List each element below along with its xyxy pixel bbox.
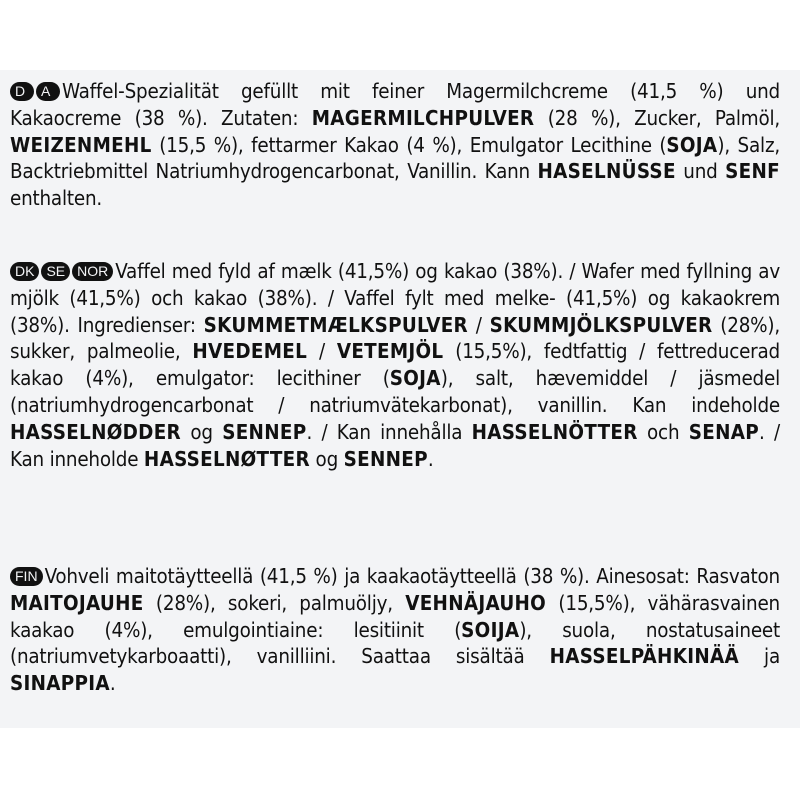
ingredient-text: . / Kan innehålla [306,419,472,444]
ingredient-text: . [109,671,116,696]
allergen-text: HVEDEMEL [192,339,308,364]
ingredient-text: enthalten. [10,186,103,211]
language-badge-dk: DK [10,262,39,281]
language-badge-d: D [10,82,34,101]
language-badge-a: A [36,82,60,101]
allergen-text: MAGERMILCHPULVER [311,105,535,130]
allergen-text: SOIJA [461,617,520,642]
allergen-text: SENF [725,159,780,184]
allergen-text: SINAPPIA [10,671,110,696]
ingredients-section-german [10,78,780,212]
ingredient-text: und [675,159,726,184]
ingredient-text: . / Kan inneholde [10,419,781,471]
ingredients-section-finnish [10,563,780,697]
ingredient-text: (28%), sukker, palmeolie, [10,312,781,364]
allergen-text: HASSELNØTTER [143,446,310,471]
allergen-text: WEIZENMEHL [10,132,152,157]
ingredient-text: ), salt, hævemiddel / jäsmedel (natriumhydrogencarbonat / natriumvätekarbonat), vanillin. Kan indeholde [10,366,780,417]
language-badge-nor: NOR [72,262,113,281]
ingredient-text: ), suola, nostatusaineet (natriumvetykarboaatti), vanilliini. Saattaa sisältää [10,617,780,669]
ingredient-text: ), Salz, Backtriebmittel Natriumhydrogencarbonat, Vanillin. Kann [10,132,780,184]
ingredient-text: / [307,339,337,364]
ingredient-text: och [637,419,689,444]
allergen-text: VEHNÄJAUHO [405,590,547,615]
allergen-text: VETEMJÖL [336,339,444,364]
ingredient-text: . [427,446,434,471]
allergen-text: SENAP [688,419,760,444]
allergen-text: MAITOJAUHE [10,590,144,615]
language-badge-se: SE [41,262,70,281]
ingredient-text: / [467,312,490,337]
ingredient-text: og [180,419,223,444]
ingredient-text: (15,5%), vähärasvainen kaakao (4%), emulgointiaine: lesitiinit ( [10,590,780,642]
ingredient-text: (15,5%), fedtfattig / fettreducerad kakao (4%), emulgator: lecithiner ( [10,339,781,391]
allergen-text: HASELNÜSSE [537,159,676,184]
ingredient-text: (28 %), Zucker, Palmöl, [534,105,780,130]
allergen-text: SOJA [389,366,441,391]
ingredient-text: Vaffel med fyld af mælk (41,5%) og kakao (38%). / Wafer med fyllning av mjölk (41,5%) och kakao (38%). / Vaffel fylt med melke- (41,5%) og kakaokrem (38%). Ingredienser: [10,259,780,337]
allergen-text: SENNEP [343,446,428,471]
language-badge-fin: FIN [10,567,43,586]
ingredients-section-danish-swedish-norwegian [10,258,780,472]
ingredient-text: Vohveli maitotäytteellä (41,5 %) ja kaakaotäytteellä (38 %). Ainesosat: Rasvaton [44,564,780,588]
allergen-text: SKUMMJÖLKSPULVER [489,312,713,337]
ingredient-text: (15,5 %), fettarmer Kakao (4 %), Emulgator Lecithine ( [151,132,667,157]
allergen-text: SENNEP [222,419,307,444]
ingredient-text: ja [739,644,780,669]
allergen-text: SKUMMETMÆLKSPULVER [203,312,468,337]
ingredient-text: og [309,446,344,471]
allergen-text: HASSELNØDDER [10,419,181,444]
allergen-text: SOJA [666,132,718,157]
allergen-text: HASSELPÄHKINÄÄ [549,644,739,669]
ingredient-text: Waffel-Spezialität gefüllt mit feiner Magermilchcreme (41,5 %) und Kakaocreme (38 %). Zutaten: [10,79,780,130]
allergen-text: HASSELNÖTTER [471,419,638,444]
ingredient-text: (28%), sokeri, palmuöljy, [143,590,406,615]
